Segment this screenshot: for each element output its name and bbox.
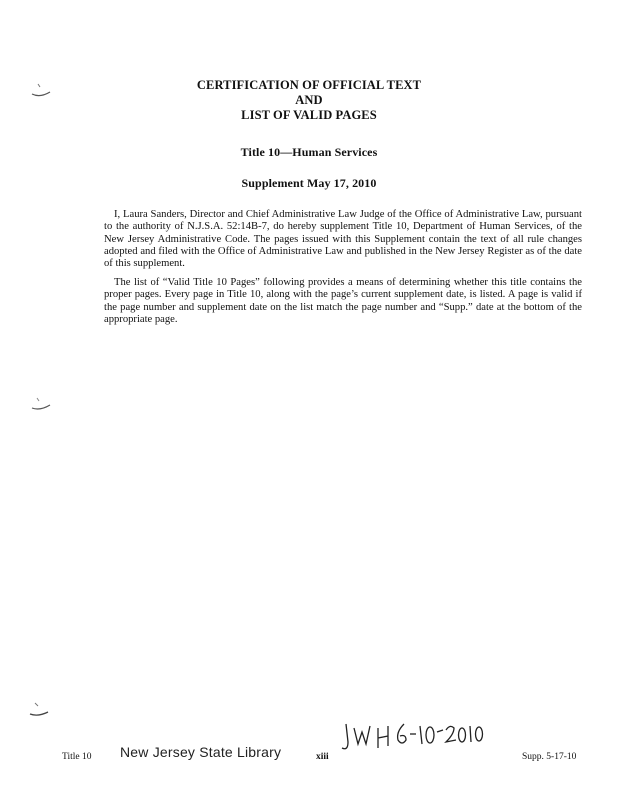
title-subheading: Title 10—Human Services — [240, 145, 378, 159]
supplement-date-heading: Supplement May 17, 2010 — [241, 176, 377, 190]
scan-mark-top — [28, 80, 56, 102]
scan-mark-middle — [28, 396, 56, 416]
footer-title: Title 10 — [62, 752, 92, 762]
valid-pages-paragraph: The list of “Valid Title 10 Pages” following provides a means of determining whether this title contains the proper pages. Every page in Title 10, along with the page’s current supplement date, is listed. A page is valid if the page number and supplement date on the list match the page number and “Supp.” date at the bottom of the appropriate page. — [104, 277, 582, 325]
handwritten-signature — [340, 718, 490, 760]
heading-line-3: LIST OF VALID PAGES — [241, 108, 377, 122]
heading-line-2: AND — [295, 93, 323, 107]
scan-mark-bottom — [26, 700, 54, 722]
library-stamp: New Jersey State Library — [120, 744, 282, 760]
page-number: xiii — [316, 752, 329, 762]
certification-paragraph: I, Laura Sanders, Director and Chief Administrative Law Judge of the Office of Administrative Law, pursuant to the authority of N.J.S.A. 52:14B-7, do hereby supplement Title 10, Department of Human Services, of the New Jersey Administrative Code. The pages issued with this Supplement contain the text of all rule changes adopted and filed with the Office of Administrative Law and published in the New Jersey Register as of the date of this supplement. — [104, 209, 582, 270]
footer-supplement: Supp. 5-17-10 — [522, 752, 577, 762]
heading-line-1: CERTIFICATION OF OFFICIAL TEXT — [196, 78, 422, 92]
